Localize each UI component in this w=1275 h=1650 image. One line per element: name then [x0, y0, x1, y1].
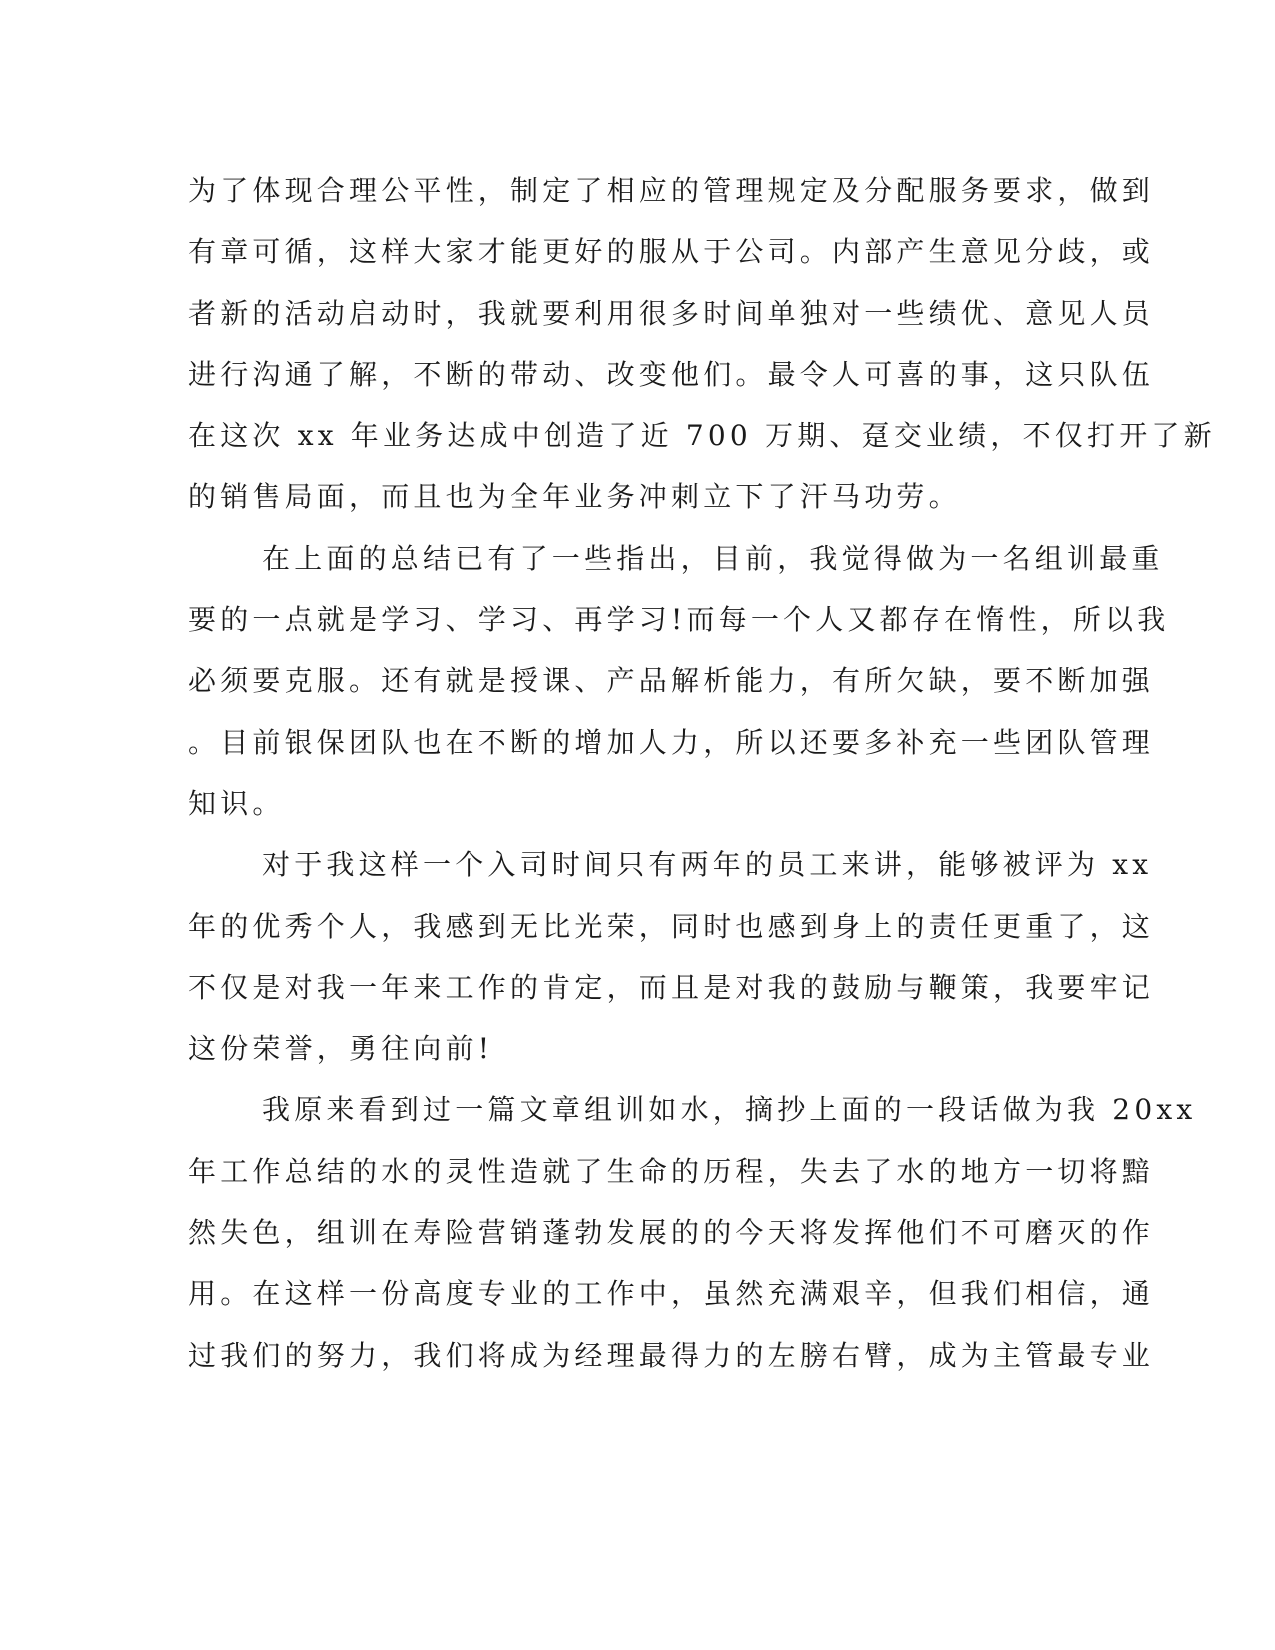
text-line: 必须要克服。还有就是授课、产品解析能力，有所欠缺，要不断加强 [188, 664, 1155, 698]
text-line: 这份荣誉，勇往向前! [188, 1032, 494, 1066]
text-line: 。目前银保团队也在不断的增加人力，所以还要多补充一些团队管理 [188, 725, 1155, 759]
text-line: 年的优秀个人，我感到无比光荣，同时也感到身上的责任更重了，这 [188, 909, 1155, 943]
text-line: 我原来看到过一篇文章组训如水，摘抄上面的一段话做为我 20xx [262, 1093, 1197, 1127]
text-line: 过我们的努力，我们将成为经理最得力的左膀右臂，成为主管最专业 [188, 1338, 1155, 1372]
text-line: 的销售局面，而且也为全年业务冲刺立下了汗马功劳。 [188, 480, 961, 514]
text-line: 进行沟通了解，不断的带动、改变他们。最令人可喜的事，这只队伍 [188, 357, 1155, 391]
text-line: 在这次 xx 年业务达成中创造了近 700 万期、趸交业绩，不仅打开了新 [188, 419, 1216, 453]
text-line: 要的一点就是学习、学习、再学习!而每一个人又都存在惰性，所以我 [188, 603, 1170, 637]
text-line: 然失色，组训在寿险营销蓬勃发展的的今天将发挥他们不可磨灭的作 [188, 1216, 1155, 1250]
text-line: 有章可循，这样大家才能更好的服从于公司。内部产生意见分歧，或 [188, 235, 1155, 269]
text-line: 对于我这样一个入司时间只有两年的员工来讲，能够被评为 xx [262, 848, 1153, 882]
text-line: 知识。 [188, 786, 285, 820]
text-line: 者新的活动启动时，我就要利用很多时间单独对一些绩优、意见人员 [188, 296, 1155, 330]
document-body [188, 160, 1216, 1386]
text-line: 在上面的总结已有了一些指出，目前，我觉得做为一名组训最重 [262, 541, 1164, 575]
text-line: 不仅是对我一年来工作的肯定，而且是对我的鼓励与鞭策，我要牢记 [188, 970, 1155, 1004]
text-line: 用。在这样一份高度专业的工作中，虽然充满艰辛，但我们相信，通 [188, 1277, 1155, 1311]
text-line: 为了体现合理公平性，制定了相应的管理规定及分配服务要求，做到 [188, 174, 1155, 207]
text-line: 年工作总结的水的灵性造就了生命的历程，失去了水的地方一切将黯 [188, 1154, 1155, 1188]
